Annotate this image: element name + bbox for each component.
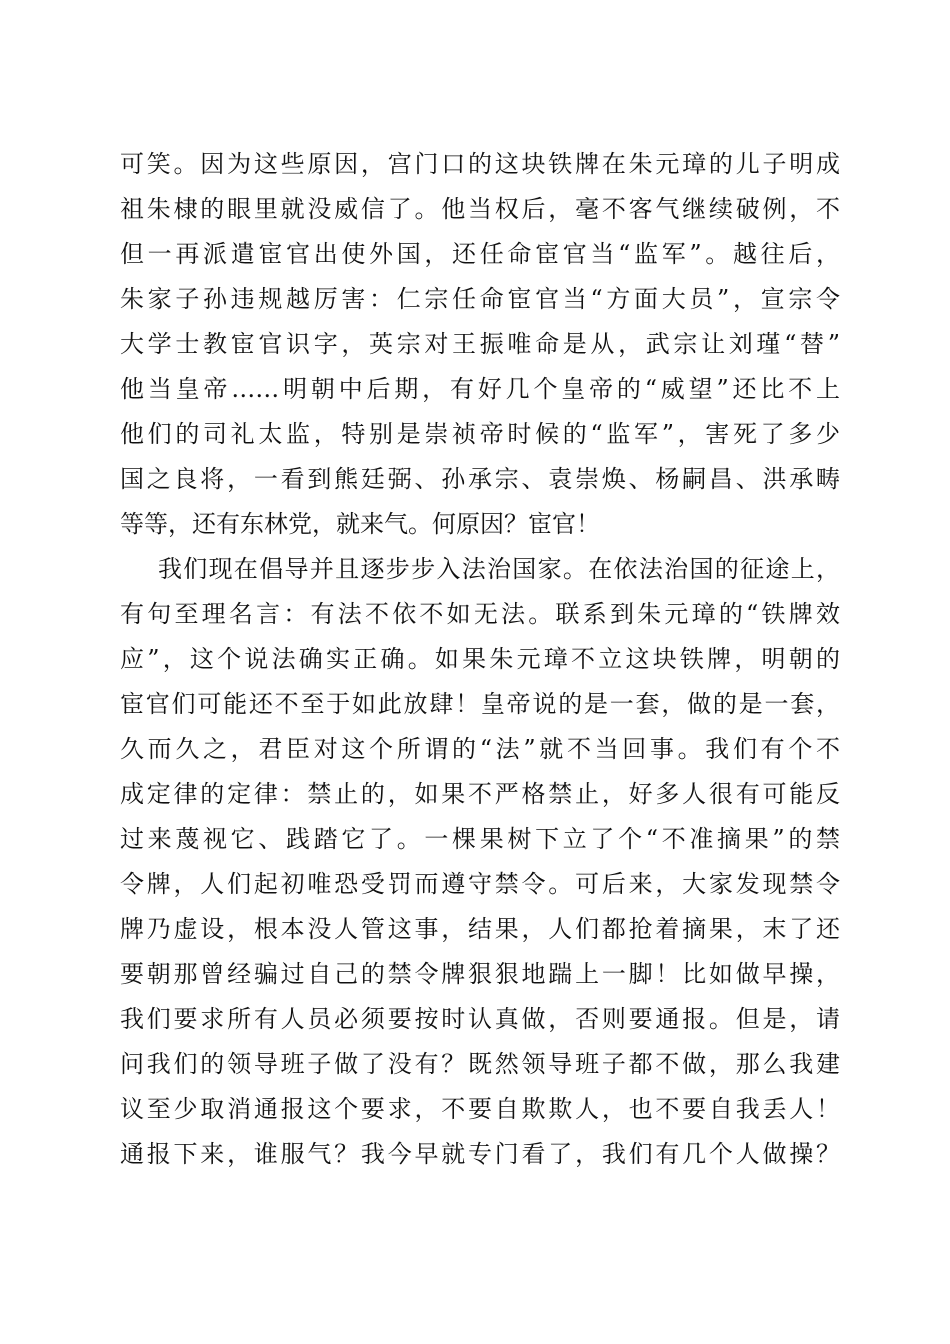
text-line: 他们的司礼太监，特别是崇祯帝时候的“监军”，害死了多少 [120,420,840,448]
text-line: 祖朱棣的眼里就没威信了。他当权后，毫不客气继续破例，不 [120,195,840,223]
text-line: 议至少取消通报这个要求，不要自欺欺人，也不要自我丢人！ [120,1095,840,1123]
text-line: 令牌，人们起初唯恐受罚而遵守禁令。可后来，大家发现禁令 [120,870,840,898]
text-line: 久而久之，君臣对这个所谓的“法”就不当回事。我们有个不 [120,735,840,763]
text-line: 过来蔑视它、践踏它了。一棵果树下立了个“不准摘果”的禁 [120,825,840,853]
text-line: 朱家子孙违规越厉害：仁宗任命宦官当“方面大员”，宣宗令 [120,285,840,313]
text-line: 问我们的领导班子做了没有？既然领导班子都不做，那么我建 [120,1050,840,1078]
text-line: 但一再派遣宦官出使外国，还任命宦官当“监军”。越往后， [120,240,840,268]
text-line: 牌乃虚设，根本没人管这事，结果，人们都抢着摘果，末了还 [120,915,840,943]
text-line: 他当皇帝……明朝中后期，有好几个皇帝的“威望”还比不上 [120,375,840,403]
text-line: 我们现在倡导并且逐步步入法治国家。在依法治国的征途上， [158,555,840,583]
text-line: 宦官们可能还不至于如此放肆！皇帝说的是一套，做的是一套， [120,690,840,718]
text-line: 我们要求所有人员必须要按时认真做，否则要通报。但是，请 [120,1005,840,1033]
text-line: 应”，这个说法确实正确。如果朱元璋不立这块铁牌，明朝的 [120,645,840,673]
text-line: 等等，还有东林党，就来气。何原因？宦官！ [120,510,600,538]
text-line: 有句至理名言：有法不依不如无法。联系到朱元璋的“铁牌效 [120,600,840,628]
text-line: 国之良将，一看到熊廷弼、孙承宗、袁崇焕、杨嗣昌、洪承畴 [120,465,840,493]
text-line: 大学士教宦官识字，英宗对王振唯命是从，武宗让刘瑾“替” [120,330,840,358]
text-line: 成定律的定律：禁止的，如果不严格禁止，好多人很有可能反 [120,780,840,808]
text-line: 要朝那曾经骗过自己的禁令牌狠狠地踹上一脚！比如做早操， [120,960,840,988]
text-line: 可笑。因为这些原因，宫门口的这块铁牌在朱元璋的儿子明成 [120,150,840,178]
document-body [120,144,840,1179]
text-line: 通报下来，谁服气？我今早就专门看了，我们有几个人做操？ [120,1140,840,1168]
